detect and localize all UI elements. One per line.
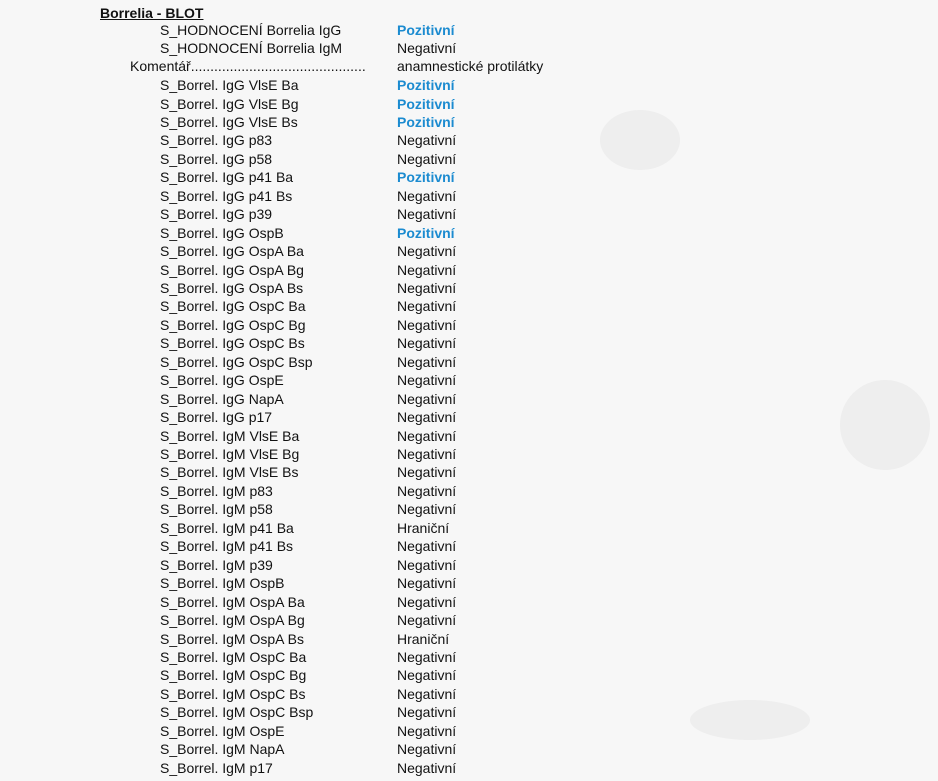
result-label: S_Borrel. IgM p17 [160, 759, 273, 776]
result-label: S_Borrel. IgG p17 [160, 409, 273, 426]
table-row [0, 224, 938, 242]
result-value: Pozitivní [397, 224, 455, 241]
result-label: S_Borrel. IgM p39 [160, 556, 273, 573]
table-row [0, 445, 938, 463]
result-value: Negativní [397, 501, 457, 518]
table-row [0, 297, 938, 315]
table-row [0, 316, 938, 334]
table-row [0, 500, 938, 518]
result-value: Negativní [397, 556, 457, 573]
result-label: S_Borrel. IgM OspA Ba [160, 593, 305, 610]
table-row [0, 427, 938, 445]
result-value: Negativní [397, 390, 457, 407]
result-value: Hraniční [397, 519, 450, 536]
result-value: Negativní [397, 353, 457, 370]
result-label: S_Borrel. IgM OspB [160, 575, 285, 592]
table-row [0, 537, 938, 555]
result-label: S_Borrel. IgM OspC Bs [160, 685, 306, 702]
result-value: Pozitivní [397, 22, 455, 38]
result-label: S_Borrel. IgG OspC Bs [160, 335, 305, 352]
table-row [0, 685, 938, 703]
table-row [0, 703, 938, 721]
table-row [0, 463, 938, 481]
table-row [0, 630, 938, 648]
result-value: Pozitivní [397, 95, 455, 112]
result-value: Pozitivní [397, 113, 455, 130]
table-row [0, 150, 938, 168]
result-label: S_Borrel. IgM p83 [160, 482, 273, 499]
result-value: Negativní [397, 612, 457, 628]
result-label: S_Borrel. IgM p41 Bs [160, 538, 294, 555]
table-row [0, 205, 938, 223]
table-row [0, 722, 938, 740]
report-heading: Borrelia - BLOT [100, 5, 204, 21]
result-label: S_Borrel. IgG VlsE Bs [160, 113, 298, 130]
table-row [0, 482, 938, 500]
table-row [0, 556, 938, 574]
result-label: S_Borrel. IgG OspA Bg [160, 261, 304, 278]
table-row [0, 242, 938, 260]
result-label: S_Borrel. IgM OspC Bsp [160, 704, 314, 721]
result-value: Negativní [397, 464, 457, 481]
result-value: Negativní [397, 243, 457, 259]
result-value: Negativní [397, 648, 457, 665]
table-row [0, 187, 938, 205]
table-row [0, 371, 938, 389]
table-row [0, 76, 938, 94]
result-value: Hraniční [397, 630, 450, 647]
table-row [0, 168, 938, 186]
result-label: S_Borrel. IgM p41 Ba [160, 519, 294, 536]
result-value: Negativní [397, 132, 457, 149]
table-row [0, 334, 938, 352]
result-label: S_Borrel. IgG OspB [160, 224, 284, 241]
result-value: Negativní [397, 593, 457, 610]
result-label: S_Borrel. IgM OspC Bg [160, 667, 307, 684]
result-value: Negativní [397, 667, 457, 684]
result-value: Negativní [397, 316, 457, 333]
result-value: Negativní [397, 150, 457, 167]
result-value: Negativní [397, 206, 457, 223]
result-label: S_Borrel. IgG OspC Bg [160, 316, 306, 333]
result-value: Negativní [397, 538, 457, 555]
result-label: S_HODNOCENÍ Borrelia IgM [160, 40, 343, 56]
table-row [0, 113, 938, 131]
result-label: S_Borrel. IgG OspC Bsp [160, 353, 313, 370]
result-value: Negativní [397, 427, 457, 444]
result-value: Negativní [397, 187, 457, 204]
table-row [0, 408, 938, 426]
table-row [0, 611, 938, 629]
table-row [0, 666, 938, 684]
result-label: S_Borrel. IgG p41 Ba [160, 169, 294, 186]
result-value: Negativní [397, 335, 457, 352]
result-label: S_Borrel. IgG NapA [160, 390, 284, 407]
result-label: S_Borrel. IgM OspC Ba [160, 648, 307, 665]
result-label: S_Borrel. IgG VlsE Ba [160, 77, 299, 93]
table-row [0, 519, 938, 537]
table-row [0, 131, 938, 149]
result-label: S_Borrel. IgM VlsE Ba [160, 427, 300, 444]
result-label: S_Borrel. IgG p58 [160, 150, 273, 167]
result-label: S_Borrel. IgM VlsE Bs [160, 464, 299, 481]
result-label: S_HODNOCENÍ Borrelia IgG [160, 22, 342, 38]
result-value: Negativní [397, 704, 457, 721]
result-value: Negativní [397, 409, 457, 426]
comment-value: anamnestické protilátky [397, 58, 544, 74]
result-value: Pozitivní [397, 77, 455, 93]
table-row [0, 740, 938, 758]
result-label: S_Borrel. IgG p41 Bs [160, 187, 293, 204]
result-label: S_Borrel. IgM NapA [160, 741, 285, 758]
summary-row [0, 21, 938, 39]
table-row [0, 261, 938, 279]
table-row [0, 390, 938, 408]
result-value: Negativní [397, 482, 457, 499]
result-value: Negativní [397, 372, 457, 389]
result-value: Negativní [397, 759, 457, 776]
comment-row [0, 57, 938, 75]
table-row [0, 279, 938, 297]
result-value: Negativní [397, 298, 457, 315]
result-value: Negativní [397, 685, 457, 702]
result-label: S_Borrel. IgM OspA Bs [160, 630, 304, 647]
result-value: Negativní [397, 722, 457, 739]
result-label: S_Borrel. IgG p39 [160, 206, 273, 223]
result-value: Negativní [397, 446, 457, 462]
result-label: S_Borrel. IgM OspE [160, 722, 285, 739]
result-label: S_Borrel. IgG p83 [160, 132, 273, 149]
table-row [0, 593, 938, 611]
result-label: S_Borrel. IgG OspA Ba [160, 243, 304, 259]
result-value: Negativní [397, 279, 457, 296]
result-label: S_Borrel. IgM OspA Bg [160, 612, 305, 628]
result-label: S_Borrel. IgM p58 [160, 501, 273, 518]
table-row [0, 648, 938, 666]
table-row [0, 353, 938, 371]
result-value: Negativní [397, 40, 457, 56]
table-row [0, 574, 938, 592]
table-row [0, 759, 938, 777]
result-label: S_Borrel. IgM VlsE Bg [160, 446, 300, 462]
table-row [0, 95, 938, 113]
summary-row [0, 39, 938, 57]
result-label: S_Borrel. IgG OspA Bs [160, 279, 304, 296]
comment-label: Komentář............................................. [130, 58, 366, 74]
result-value: Negativní [397, 575, 457, 592]
result-value: Negativní [397, 261, 457, 278]
result-value: Negativní [397, 741, 457, 758]
result-label: S_Borrel. IgG VlsE Bg [160, 95, 299, 112]
result-label: S_Borrel. IgG OspC Ba [160, 298, 306, 315]
result-label: S_Borrel. IgG OspE [160, 372, 284, 389]
result-value: Pozitivní [397, 169, 455, 186]
